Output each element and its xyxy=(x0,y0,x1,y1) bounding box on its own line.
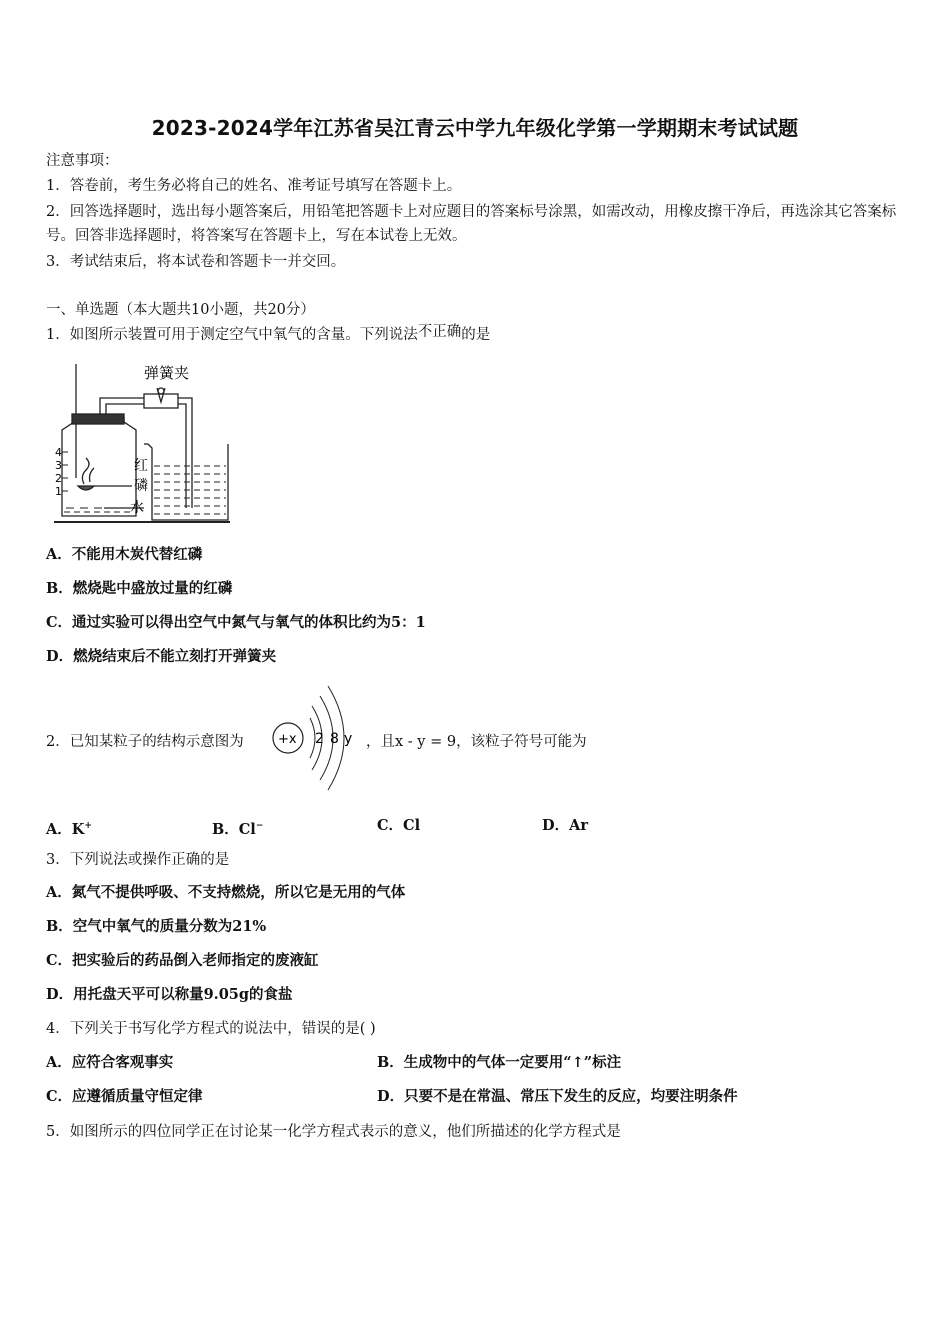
q4-option-d: D．只要不是在常温、常压下发生的反应，均要注明条件 xyxy=(377,1088,738,1105)
q2-option-a-label: A． xyxy=(46,820,72,838)
q2-option-b-symbol: Cl xyxy=(238,820,256,838)
shell-1-count: 2 xyxy=(315,731,324,747)
q2-option-c xyxy=(377,816,420,836)
scale-mark-4: 4 xyxy=(55,446,62,459)
red-label-1: 红 xyxy=(134,458,148,474)
q3-option-d: D．用托盘天平可以称量9.05g的食盐 xyxy=(46,986,293,1003)
q1-stem-text: 1．如图所示装置可用于测定空气中氧气的含量。下列说法 xyxy=(46,327,418,343)
q3-option-c: C．把实验后的药品倒入老师指定的废液缸 xyxy=(46,952,319,969)
scale-mark-3: 3 xyxy=(55,459,62,472)
q2-option-c-label: C． xyxy=(377,817,404,834)
q4-option-b: B．生成物中的气体一定要用“↑”标注 xyxy=(377,1054,622,1071)
notice-item-3: 3．考试结束后，将本试卷和答题卡一并交回。 xyxy=(46,254,346,270)
scale-mark-1: 1 xyxy=(55,485,62,498)
water-label: 水 xyxy=(130,500,144,516)
q1-stem-end: 的是 xyxy=(461,327,491,343)
shell-3-count: y xyxy=(344,731,353,747)
q2-option-b xyxy=(212,816,263,840)
q4-option-a: A．应符合客观事实 xyxy=(46,1054,174,1071)
q1-option-d: D．燃烧结束后不能立刻打开弹簧夹 xyxy=(46,648,277,665)
q1-apparatus-figure xyxy=(44,358,244,528)
q2-stem: 2．已知某粒子的结构示意图为 xyxy=(46,734,244,750)
q3-stem: 3．下列说法或操作正确的是 xyxy=(46,852,230,868)
q3-option-a: A．氮气不提供呼吸、不支持燃烧，所以它是无用的气体 xyxy=(46,884,406,901)
q2-option-a xyxy=(46,816,92,840)
q2-stem-after: ，且x - y = 9，该粒子符号可能为 xyxy=(366,734,587,750)
q2-option-b-charge: − xyxy=(255,821,264,831)
section-heading: 一、单选题（本大题共10小题，共20分） xyxy=(46,302,315,318)
q4-option-c: C．应遵循质量守恒定律 xyxy=(46,1088,203,1105)
q1-option-c: C．通过实验可以得出空气中氮气与氧气的体积比约为5：1 xyxy=(46,614,426,631)
q1-stem-emphasis: 不正确 xyxy=(417,324,462,340)
nucleus-charge: +x xyxy=(278,732,297,747)
q5-stem: 5．如图所示的四位同学正在讨论某一化学方程式表示的意义，他们所描述的化学方程式是 xyxy=(46,1124,621,1140)
red-label-2: 磷 xyxy=(134,478,148,494)
shell-2-count: 8 xyxy=(330,731,339,747)
q2-option-c-symbol: Cl xyxy=(403,817,421,834)
q1-option-a: A．不能用木炭代替红磷 xyxy=(46,546,203,563)
q4-stem: 4．下列关于书写化学方程式的说法中，错误的是( ) xyxy=(46,1021,376,1037)
q2-option-d-label: D． xyxy=(542,817,570,834)
notice-heading: 注意事项： xyxy=(46,153,119,169)
clip-label: 弹簧夹 xyxy=(144,364,190,382)
q2-option-a-charge: + xyxy=(84,821,92,831)
q1-stem xyxy=(46,325,490,345)
q2-atom-structure-diagram xyxy=(270,682,366,794)
q2-option-d-symbol: Ar xyxy=(569,817,588,834)
notice-item-1: 1．答卷前，考生务必将自己的姓名、准考证号填写在答题卡上。 xyxy=(46,178,462,194)
q2-option-a-symbol: K xyxy=(71,820,85,838)
q2-option-b-label: B． xyxy=(212,820,239,838)
q2-option-d xyxy=(542,816,588,836)
q1-option-b: B．燃烧匙中盛放过量的红磷 xyxy=(46,580,233,597)
q3-option-b: B．空气中氧气的质量分数为21% xyxy=(46,918,267,935)
scale-mark-2: 2 xyxy=(55,472,62,485)
page-title: 2023-2024学年江苏省吴江青云中学九年级化学第一学期期末考试试题 xyxy=(151,116,799,140)
notice-item-2: 2．回答选择题时，选出每小题答案后，用铅笔把答题卡上对应题目的答案标号涂黑，如需改动，用橡皮擦干净后，再选涂其它答案标号。回答非选择题时，将答案写在答题卡上，写在本试卷上无效。 xyxy=(46,204,897,244)
